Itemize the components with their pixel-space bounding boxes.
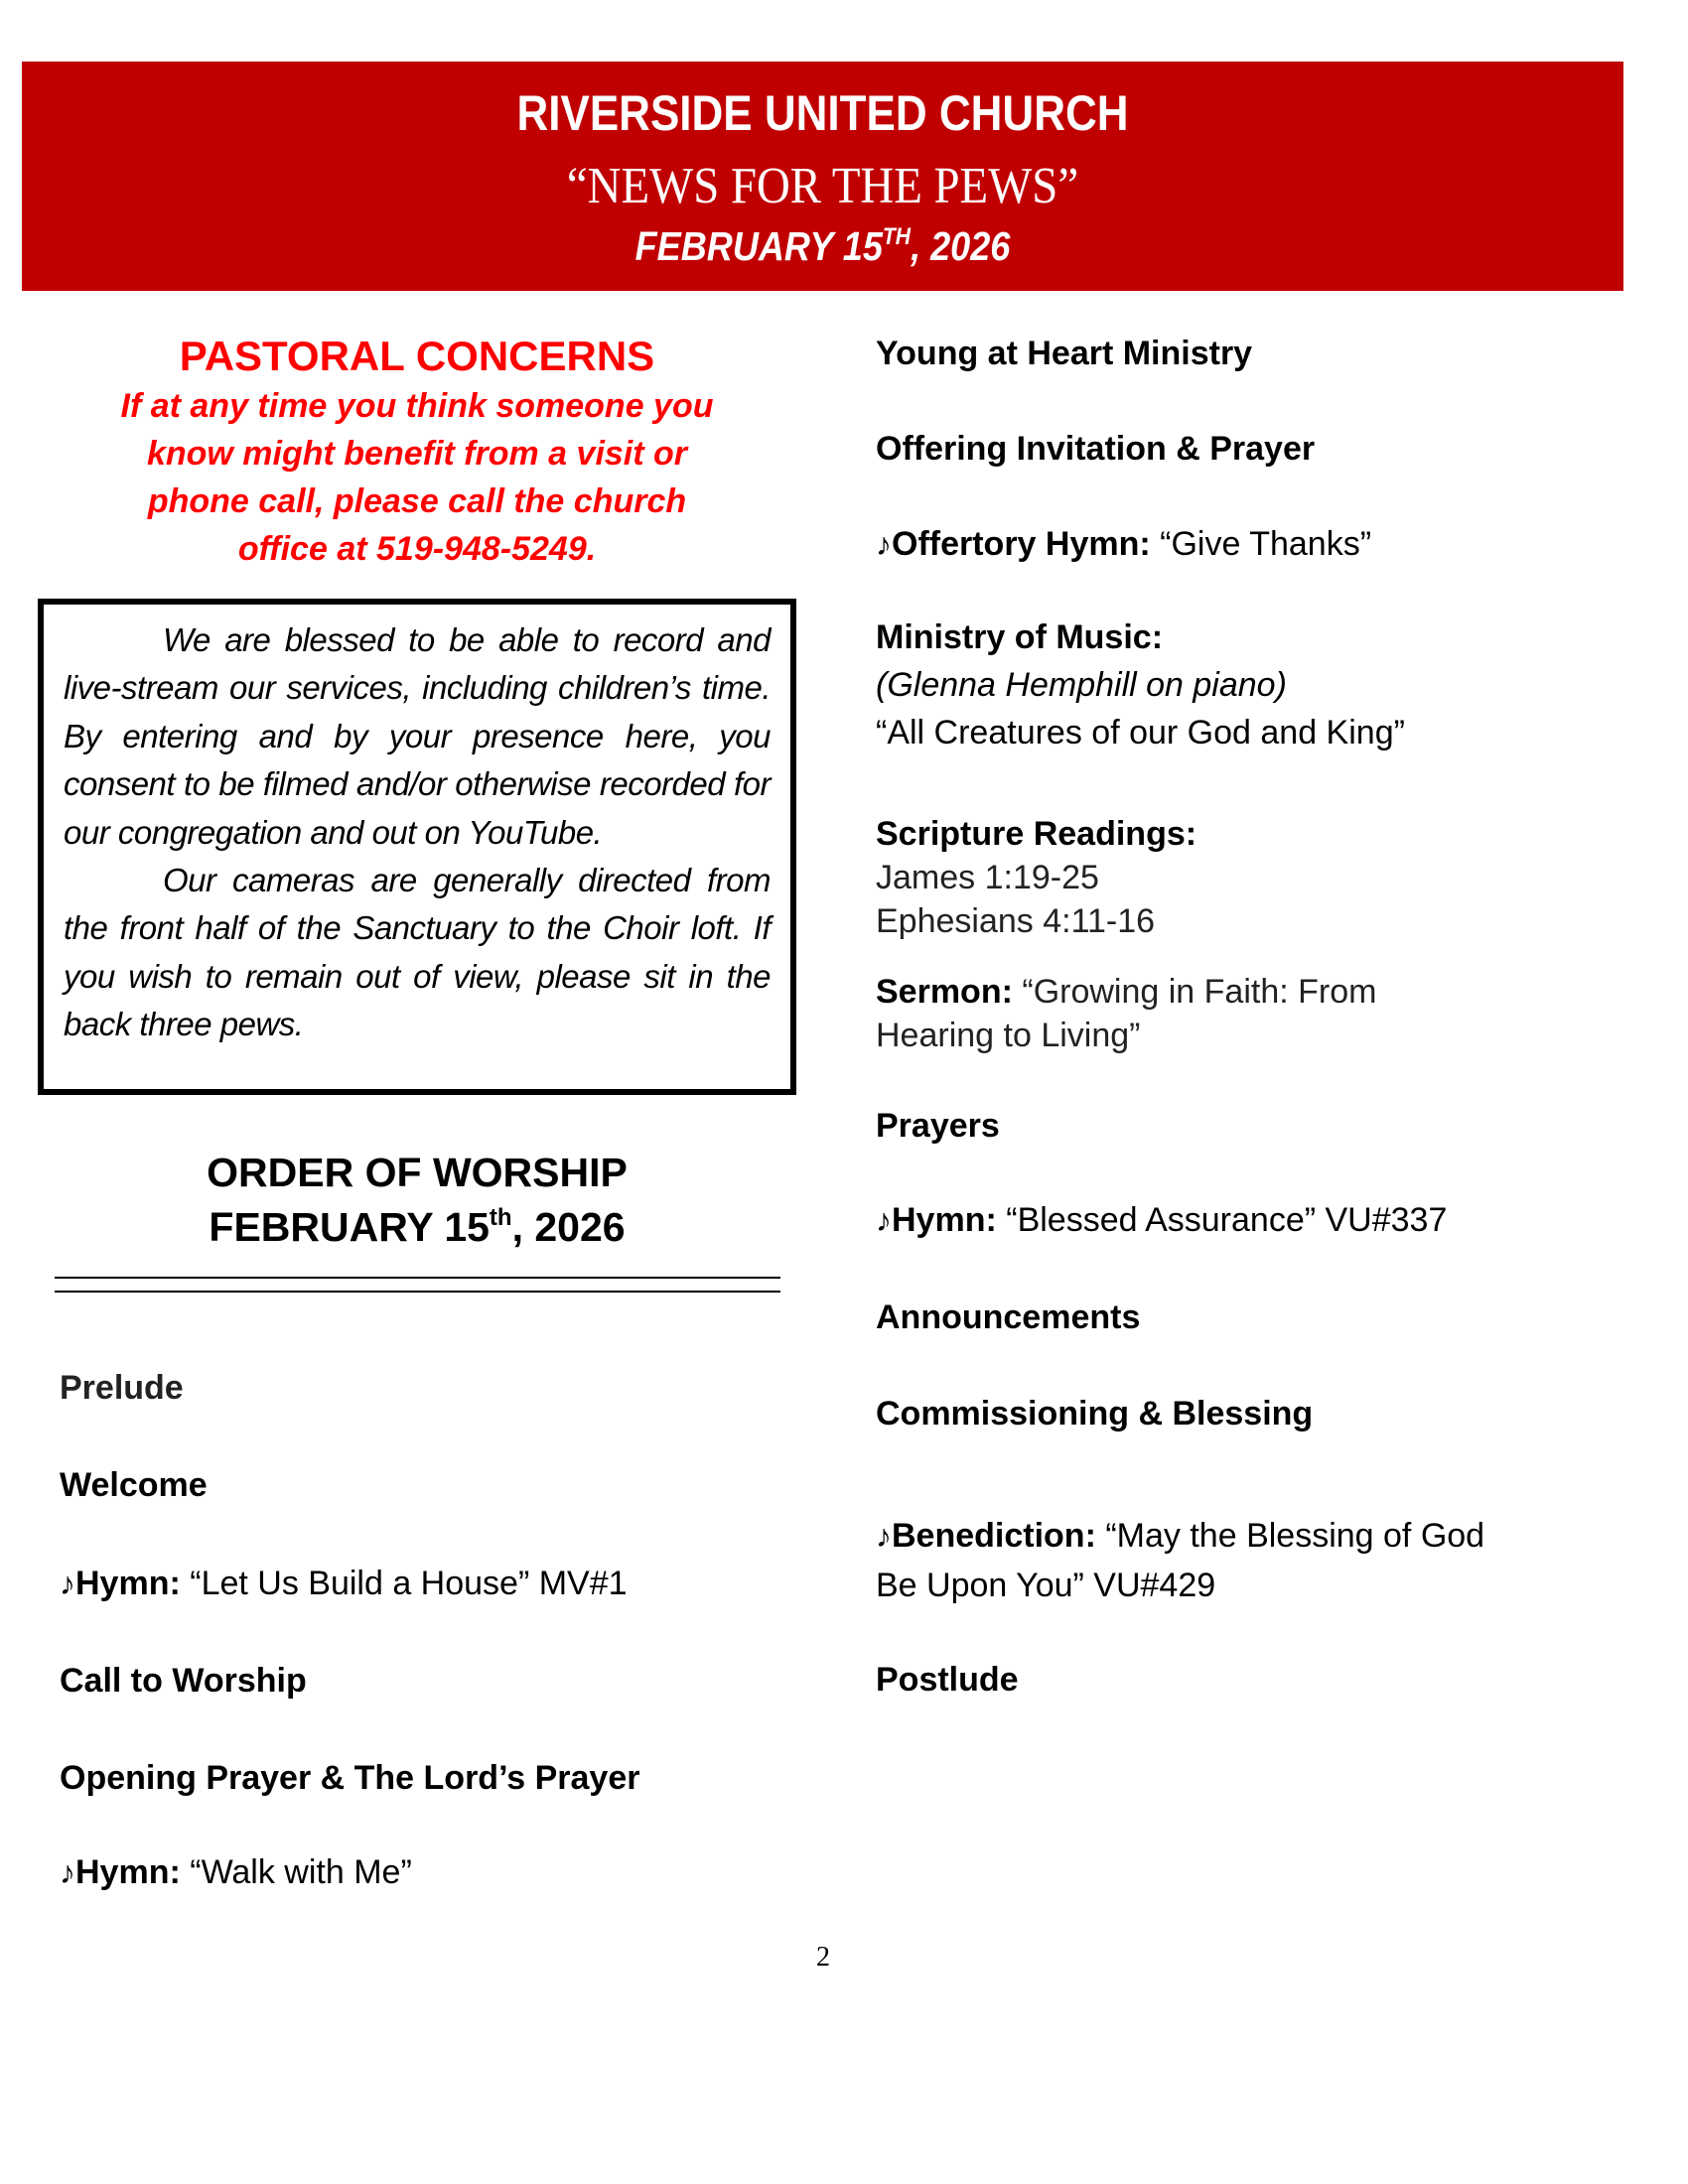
item-detail: “Let Us Build a House” MV#1 [180,1565,628,1602]
item-label: Benediction: [892,1517,1096,1555]
music-note-icon: ♪ [876,1202,892,1238]
banner-date-year: , 2026 [911,223,1011,269]
item-label: Welcome [60,1466,208,1504]
worship-item-hymn-3 [876,1198,1447,1242]
worship-item-young-at-heart [876,332,1252,375]
banner-date [118,220,1527,272]
worship-item-ministry-of-music [876,614,1405,756]
sermon-title-line-1: “Growing in Faith: From [1012,973,1377,1011]
worship-item-sermon [876,970,1376,1057]
music-note-icon: ♪ [60,1854,75,1890]
pastoral-line: If at any time you think someone you [120,387,714,425]
music-note-icon: ♪ [60,1566,75,1601]
item-label: Young at Heart Ministry [876,335,1253,372]
worship-item-offering [876,427,1315,471]
newsletter-banner [22,62,1623,291]
item-label: Call to Worship [60,1662,307,1700]
order-of-worship-date [40,1200,794,1255]
worship-item-scripture [876,812,1196,943]
pastoral-concerns-title: PASTORAL CONCERNS [179,333,655,379]
church-name: RIVERSIDE UNITED CHURCH [516,85,1129,141]
pastoral-line: know might benefit from a visit or [146,435,688,473]
worship-item-opening-prayer [60,1756,639,1800]
worship-item-prayers [876,1104,1000,1148]
item-detail: “Walk with Me” [180,1853,412,1891]
worship-item-welcome [60,1463,208,1507]
music-piece: “All Creatures of our God and King” [876,714,1405,751]
double-rule-top [55,1277,780,1279]
worship-item-postlude [876,1658,1019,1702]
item-detail: “Blessed Assurance” VU#337 [996,1201,1448,1239]
item-detail: “Give Thanks” [1150,525,1372,563]
worship-item-hymn-2 [60,1850,412,1894]
recording-consent-notice [38,599,796,1095]
order-of-worship-title: ORDER OF WORSHIP [207,1150,628,1195]
item-label: Announcements [876,1298,1141,1336]
worship-item-prelude [60,1366,184,1410]
page-number: 2 [816,1942,830,1973]
item-label: Hymn: [75,1565,181,1602]
item-label: Sermon: [876,973,1013,1011]
banner-date-day: FEBRUARY 15 [634,223,883,269]
reading-2: Ephesians 4:11-16 [876,902,1156,940]
consent-paragraph-2: Our cameras are generally directed from the front half of the Sanctuary to the Choir loft. If you wish to remain out of view, please sit in the back three pews. [64,862,771,1043]
benediction-line-2: Be Upon You” VU#429 [876,1567,1216,1604]
reading-1: James 1:19-25 [876,859,1099,896]
double-rule-bottom [55,1291,780,1293]
sermon-title-line-2: Hearing to Living” [876,1017,1141,1054]
consent-paragraph-1: We are blessed to be able to record and live-stream our services, including children’s time. By entering and by your presence here, you consent to be filmed and/or otherwise recorded for our congregation and out on YouTube. [64,621,771,851]
item-label: Prelude [60,1369,184,1407]
performer: (Glenna Hemphill on piano) [876,666,1287,704]
item-label: Ministry of Music: [876,618,1164,656]
worship-item-commissioning [876,1392,1313,1435]
item-label: Offertory Hymn: [892,525,1151,563]
worship-item-offertory-hymn [876,522,1371,566]
item-label: Prayers [876,1107,1000,1145]
pastoral-concerns-message [40,382,794,573]
item-label: Hymn: [75,1853,181,1891]
pastoral-line: office at 519-948-5249. [237,530,597,568]
newsletter-title: “NEWS FOR THE PEWS” [566,158,1079,214]
pastoral-line: phone call, please call the church [147,482,687,520]
music-note-icon: ♪ [876,526,892,562]
worship-date-year: , 2026 [511,1204,626,1250]
benediction-line-1: “May the Blessing of God [1095,1517,1485,1555]
worship-date-ordinal: th [489,1204,512,1231]
worship-item-announcements [876,1296,1140,1339]
item-label: Commissioning & Blessing [876,1395,1314,1433]
worship-item-call-to-worship [60,1659,307,1703]
item-label: Offering Invitation & Prayer [876,430,1316,468]
worship-date-day: FEBRUARY 15 [209,1204,490,1250]
item-label: Scripture Readings: [876,815,1197,853]
worship-item-benediction [876,1511,1484,1610]
music-note-icon: ♪ [876,1518,892,1554]
item-label: Postlude [876,1661,1019,1699]
banner-date-ordinal: TH [882,223,912,250]
item-label: Opening Prayer & The Lord’s Prayer [60,1759,640,1797]
item-label: Hymn: [892,1201,997,1239]
worship-item-hymn-1 [60,1562,628,1605]
order-of-worship-heading [40,1146,794,1255]
